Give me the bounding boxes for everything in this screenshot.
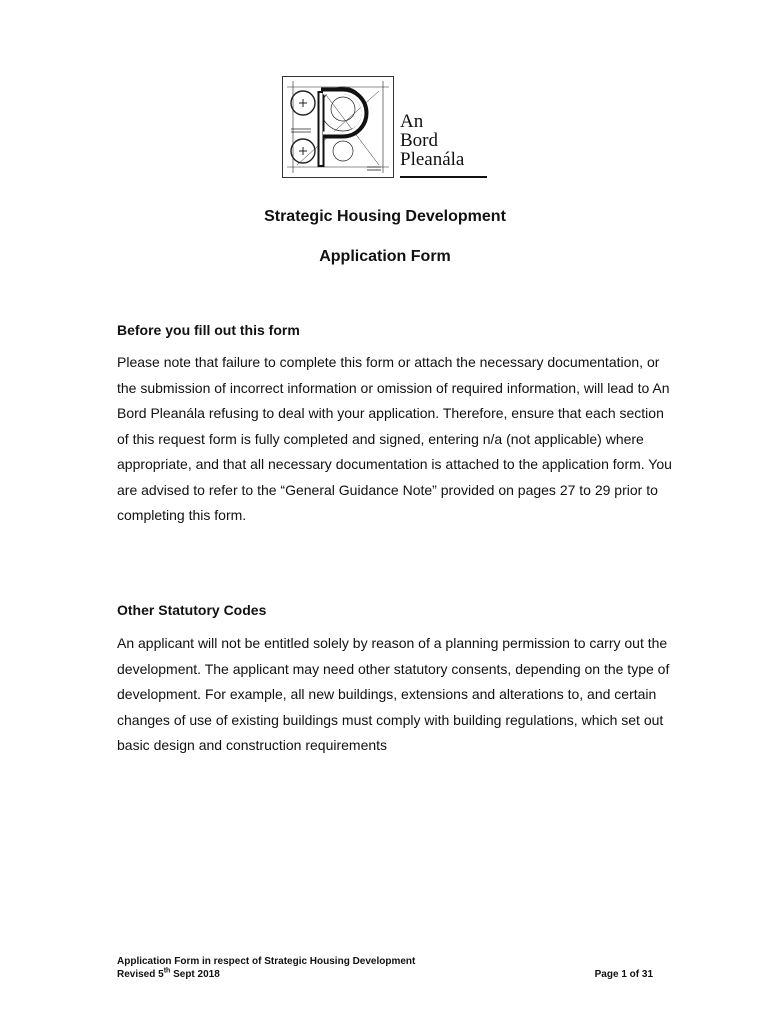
section-body-other-statutory-codes: An applicant will not be entitled solely by reason of a planning permission to carry out the development. The applicant may need other statutory consents, depending on the type of development. For example, all new buildings, extensions and alterations to, and certain changes of use of existing buildings must comply with building regulations, which set out basic design and construction requirements bbox=[117, 635, 670, 753]
logo bbox=[282, 76, 492, 182]
footer-document-info bbox=[117, 955, 415, 981]
footer-page-number: Page 1 of 31 bbox=[594, 969, 653, 980]
logo-word: Bord bbox=[400, 130, 438, 151]
revision-ordinal: th bbox=[163, 967, 171, 975]
section-heading-before-you-fill-out: Before you fill out this form bbox=[117, 322, 300, 338]
footer-form-description: Application Form in respect of Strategic Housing Development bbox=[117, 956, 416, 967]
footer-revision-date bbox=[117, 968, 415, 981]
an-bord-pleanala-p-logo-icon bbox=[282, 76, 394, 178]
logo-word: Pleanála bbox=[400, 149, 465, 170]
logo-word: An bbox=[400, 111, 424, 132]
document-title: Strategic Housing Development bbox=[264, 208, 506, 225]
revision-suffix: Sept 2018 bbox=[170, 969, 220, 980]
logo-underline bbox=[400, 176, 487, 178]
section-heading-other-statutory-codes: Other Statutory Codes bbox=[117, 602, 267, 618]
revision-prefix: Revised 5 bbox=[117, 969, 164, 980]
logo-wordmark bbox=[400, 112, 464, 169]
document-subtitle: Application Form bbox=[319, 248, 451, 265]
section-body-before-you-fill-out: Please note that failure to complete this form or attach the necessary documentation, or the submission of incorrect information or omission of required information, will lead to An Bord Pleanála refusing to deal with your application. Therefore, ensure that each section of this request form is fully completed and signed, entering n/a (not applicable) where appropriate, and that all necessary documentation is attached to the application form. You are advised to refer to the “General Guidance Note” provided on pages 27 to 29 prior to completing this form. bbox=[117, 354, 672, 523]
